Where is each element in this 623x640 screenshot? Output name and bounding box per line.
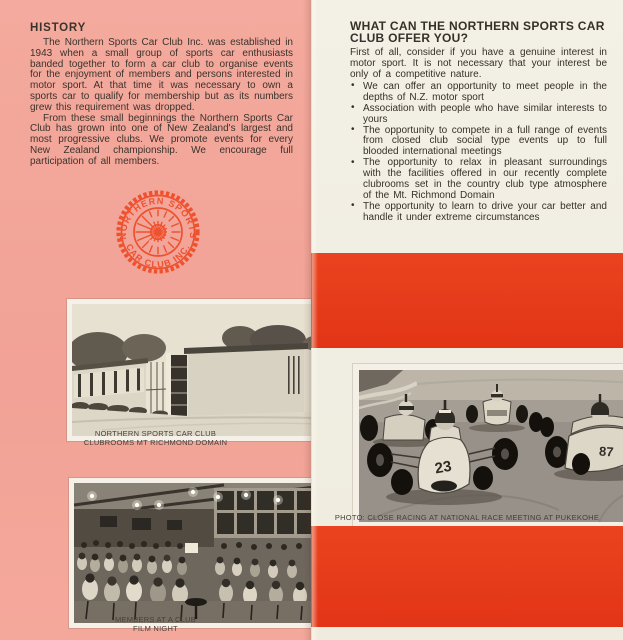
race-photo-caption: PHOTO: CLOSE RACING AT NATIONAL RACE MEETING AT PUKEKOHE xyxy=(334,513,600,522)
offer-heading-line: CLUB OFFER YOU? xyxy=(350,30,469,45)
offer-heading xyxy=(350,21,607,44)
history-paragraph-1: The Northern Sports Car Club Inc. was established in 1943 when a small group of sports car enthusiasts banded together to form a car club to organise events for the enjoyment of members and persons interested in motor sport. At that time it was necessary to own a sports car to qualify for membership but as its numbers grew this requirement was dropped. xyxy=(30,37,293,113)
club-logo-stamp xyxy=(115,189,201,275)
film-night-photo-illustration xyxy=(74,483,315,623)
logo-arc-bottom-text: CAR CLUB INC. xyxy=(124,242,192,270)
right-panel xyxy=(311,0,623,640)
red-band-bottom xyxy=(311,526,623,627)
car-number-87: 87 xyxy=(598,443,615,460)
race-photo-illustration xyxy=(359,370,623,522)
offer-heading-line: WHAT CAN THE NORTHERN SPORTS CAR xyxy=(350,19,605,33)
history-heading: HISTORY xyxy=(30,22,87,34)
left-panel xyxy=(0,0,311,640)
logo-arc-top-text: NORTHERN SPORTS xyxy=(117,195,199,240)
bullet-icon: • xyxy=(351,156,355,168)
offer-bullet: • Association with people who have similar interests to yours xyxy=(351,102,607,125)
history-section xyxy=(30,22,293,168)
red-band-top xyxy=(311,253,623,348)
history-paragraph-2: From these small beginnings the Northern Sports Car Club has grown into one of New Zealand's largest and most progressive clubs. We promote events for every New Zealand championship. We encourage full participation of all members. xyxy=(30,112,293,167)
clubrooms-photo xyxy=(67,299,323,441)
offer-bullet-list xyxy=(350,82,607,224)
film-night-photo xyxy=(69,478,320,628)
offer-bullet: • The opportunity to relax in pleasant surroundings with the facilities offered in our recently complete clubrooms set in the country club type atmosphere of the Mt. Richmond Domain xyxy=(351,156,607,201)
offer-bullet: • We can offer an opportunity to meet people in the depths of N.Z. motor sport xyxy=(351,80,607,103)
offer-intro: First of all, consider if you have a genuine interest in motor sport. It is not necessary that your interest be only of a competitive nature. xyxy=(350,47,607,80)
bullet-icon: • xyxy=(351,80,355,92)
offer-bullet: • The opportunity to learn to drive your car better and handle it under extreme circumstances xyxy=(351,200,607,223)
car-number-23: 23 xyxy=(433,457,453,478)
offer-bullet: • The opportunity to compete in a full range of events from closed club social type events up to full blooded international meetings xyxy=(351,124,607,158)
offer-section xyxy=(350,21,607,224)
race-photo xyxy=(353,364,623,528)
clubrooms-photo-illustration xyxy=(72,304,318,436)
film-night-photo-caption: MEMBERS AT A CLUB FILM NIGHT xyxy=(114,615,197,633)
bullet-icon: • xyxy=(351,200,355,212)
clubrooms-photo-caption: NORTHERN SPORTS CAR CLUB CLUBROOMS MT RICHMOND DOMAIN xyxy=(83,429,228,447)
bullet-icon: • xyxy=(351,124,355,136)
bullet-icon: • xyxy=(351,102,355,114)
club-logo-icon xyxy=(115,189,201,275)
